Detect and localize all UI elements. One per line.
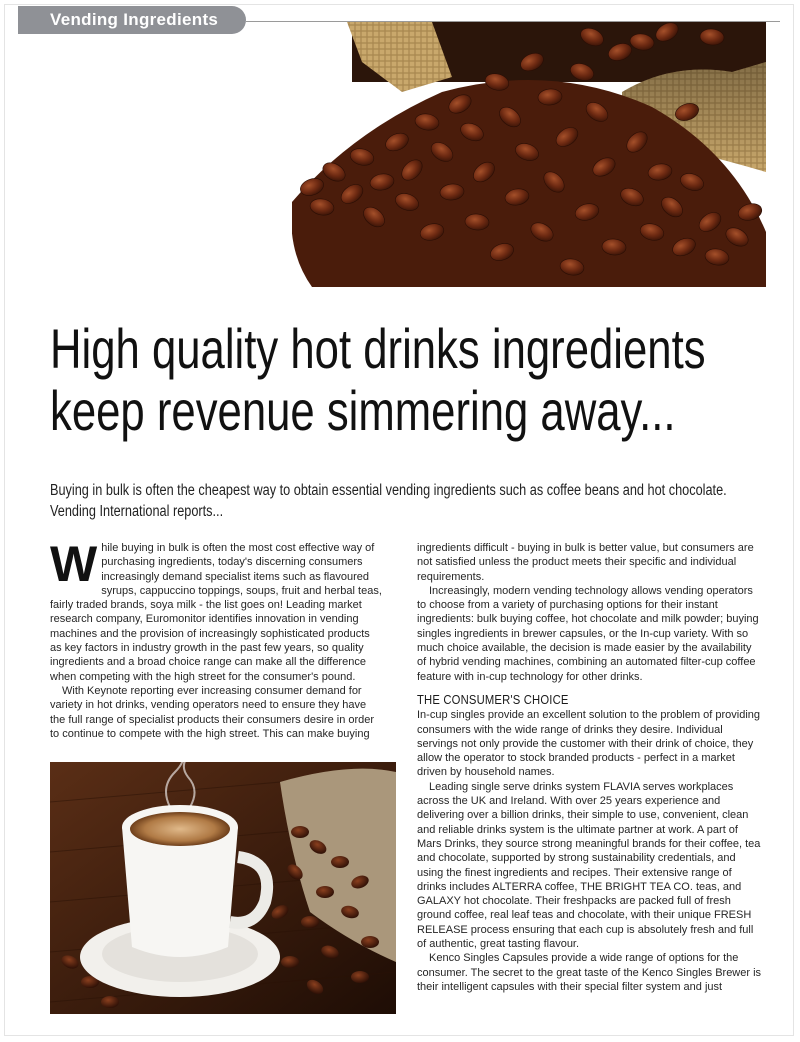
standfirst-line-1: Buying in bulk is often the cheapest way to obtain essential vending ingredients such as coffee beans and hot chocolate. [50, 482, 727, 499]
article-paragraph: With Keynote reporting ever increasing consumer demand for variety in hot drinks, vending operators need to ensure they have the full range of specialist products their consumers desire in order to continue to compete with the high street. This can make buying [50, 684, 375, 740]
article-paragraph: Increasingly, modern vending technology allows vending operators to choose from a variety of purchasing options for their instant ingredients: bulk buying coffee, hot chocolate and milk powder; buying singles ingredients in brewer capsules, or the In-cup variety. With so much choice available, the decision is made easier by the availability of hybrid vending machines, combining an automated filter-cup coffee feature with in-cup technology for other drinks. [417, 584, 759, 683]
article-column-right [417, 541, 763, 994]
section-tab: Vending Ingredients [18, 6, 246, 34]
article-paragraph: ingredients difficult - buying in bulk is better value, but consumers are not satisfied unless the product meets their specific and individual requirements. [417, 542, 754, 583]
standfirst-line-2: Vending International reports... [50, 503, 224, 520]
headline-line-2: keep revenue simmering away... [50, 379, 676, 442]
article-paragraph: In-cup singles provide an excellent solution to the problem of providing consumers with the wide range of drinks they desire. Individual servings not only provide the customer with their drink of choice, they allow the operator to stock branded products - perfect in a market driven by household names. [417, 709, 761, 779]
headline-line-1: High quality hot drinks ingredients [50, 317, 706, 380]
article-column-left [50, 536, 384, 741]
article-paragraph-text: hile buying in bulk is often the most cost effective way of purchasing ingredients, today's discerning consumers increasingly demand specialist items such as flavoured syrups, cappuccino toppings, soups, fruit and herbal teas, fairly traded brands, soya milk - the list goes on! Leading market research company, Euromonitor identifies innovation in vending machines and the provision of increasingly sophisticated products as key factors in industry growth in the past few years, so quality ingredients and a broad choice range can make all the difference when competing with the high street for the consumer's pound. [50, 542, 382, 683]
headline [50, 317, 706, 442]
standfirst [50, 480, 727, 522]
article-paragraph: Kenco Singles Capsules provide a wide range of options for the consumer. The secret to the great taste of the Kenco Singles Brewer is their intelligent capsules with their special filter system and just [417, 952, 762, 993]
coffee-cup-photo [50, 762, 396, 1014]
coffee-beans-hero-image [292, 22, 766, 287]
article-paragraph [50, 536, 384, 684]
article-paragraph: Leading single serve drinks system FLAVIA serves workplaces across the UK and Ireland. With over 25 years experience and delivering over a billion drinks, their simple to use, convenient, clean and reliable drinks system is the ultimate partner at work. A part of Mars Drinks, they source strong meaningful brands for their coffee, tea and chocolate, supported by strong sustainability credentials, and using the finest ingredients and recipes. Their extensive range of drinks includes ALTERRA coffee, THE BRIGHT TEA CO. teas, and GALAXY hot chocolate. Their freshpacks are packed full of fresh ground coffee, real leaf teas and chocolate, with their unique FRESH RELEASE process ensuring that each cup is absolutely fresh and full of authentic, great tasting flavour. [417, 780, 761, 951]
drop-cap: W [50, 536, 98, 592]
subheading: THE CONSUMER'S CHOICE [417, 692, 569, 707]
